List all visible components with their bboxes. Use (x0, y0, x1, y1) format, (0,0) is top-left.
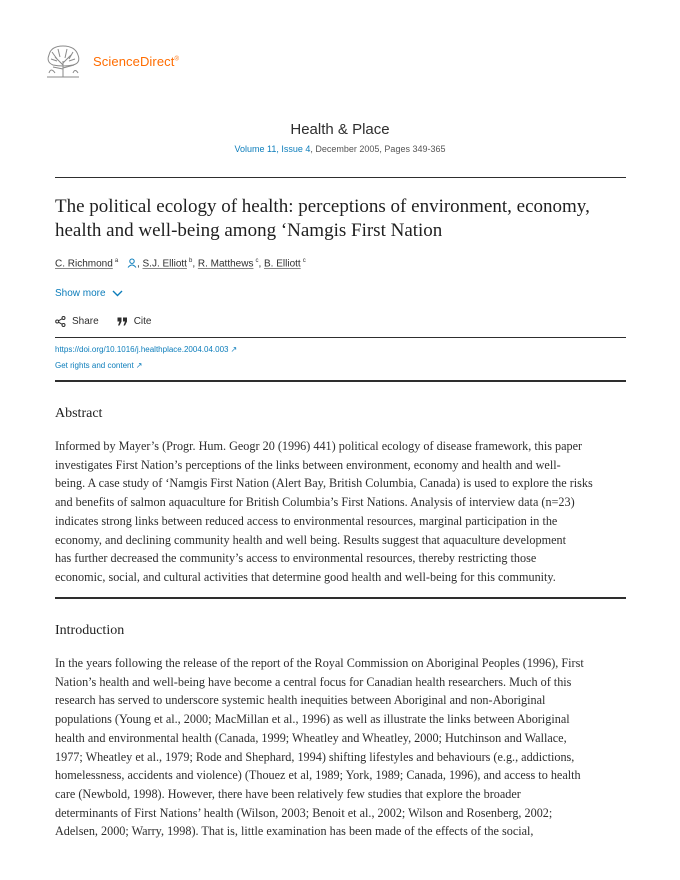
volume-issue-link[interactable]: Volume 11, Issue 4 (234, 144, 311, 154)
doi-text: https://doi.org/10.1016/j.healthplace.2004.04.003 (55, 345, 229, 354)
cite-button[interactable] (117, 316, 152, 327)
paragraph-line: has further decreased the community’s access to environmental resources, thereby restricting those (55, 551, 537, 566)
cite-label: Cite (133, 316, 152, 327)
rights-link[interactable] (55, 361, 142, 370)
affiliation-marker: a (114, 258, 119, 264)
paragraph-line: research has served to underscore systemic health inequities between Aboriginal and non-Aboriginal (55, 693, 546, 708)
abstract-text (55, 437, 626, 587)
separator: , (136, 258, 140, 270)
chevron-down-icon (112, 290, 123, 297)
paragraph-line: investigates First Nation’s perceptions of the links between environment, economy and health and well- (55, 457, 561, 472)
author-link[interactable]: B. Elliott (264, 258, 301, 270)
doi-link[interactable] (55, 345, 237, 354)
article-actions (55, 316, 169, 327)
rights-text: Get rights and content (55, 361, 134, 370)
logo-text: ScienceDirect® (93, 53, 180, 69)
external-link-icon: ↗ (135, 361, 143, 370)
paragraph-line: In the years following the release of the report of the Royal Commission on Aboriginal Peoples (1996), First (55, 656, 584, 670)
paragraph-line: economy, and declining community health and well being. Results suggest that aquaculture development (55, 532, 566, 547)
author-link[interactable]: R. Matthews (197, 258, 254, 270)
share-label: Share (72, 316, 99, 327)
article-title (55, 195, 630, 243)
paragraph-line: Adelsen, 2000; Warry, 1998). That is, little examination has been made of the effects of the social, (55, 824, 534, 839)
person-icon[interactable] (127, 258, 137, 271)
sciencedirect-logo[interactable] (43, 43, 179, 79)
separator: , (192, 258, 196, 270)
paragraph-line: indicates strong links between reduced access to environmental resources, marginal participation in the (55, 513, 558, 528)
title-line: The political ecology of health: perceptions of environment, economy, (55, 196, 590, 217)
volume-info (0, 144, 680, 154)
external-link-icon: ↗ (230, 345, 238, 354)
author-list (55, 258, 306, 271)
show-more-button[interactable] (55, 288, 123, 299)
divider (55, 597, 626, 599)
paragraph-line: being. A case study of ‘Namgis First Nation (Alert Bay, British Columbia, Canada) is used to explore the risks (55, 476, 593, 491)
divider (55, 380, 626, 382)
paragraph-line: determinants of First Nations’ health (Wilson, 2003; Benoit et al., 2002; Wilson and Rosenberg, 2002; (55, 805, 553, 820)
paragraph-line: Nation’s health and well-being have become a central focus for Canadian health researchers. Much of this (55, 674, 572, 689)
share-button[interactable] (55, 316, 99, 327)
author-link[interactable]: C. Richmond (55, 258, 113, 270)
elsevier-tree-icon (43, 43, 83, 79)
show-more-label: Show more (55, 288, 106, 299)
affiliation-marker: c (255, 258, 259, 264)
quote-icon (117, 317, 128, 326)
divider (55, 177, 626, 178)
title-line: health and well-being among ‘Namgis First Nation (55, 220, 443, 241)
introduction-heading: Introduction (55, 623, 125, 638)
date-pages: , December 2005, Pages 349-365 (310, 144, 446, 154)
separator: , (258, 258, 262, 270)
paragraph-line: Informed by Mayer’s (Progr. Hum. Geogr 20 (1996) 441) political ecology of disease framework, this paper (55, 439, 583, 453)
paragraph-line: populations (Young et al., 2000; MacMillan et al., 1996) as well as illustrate the links between Aboriginal (55, 712, 570, 727)
paragraph-line: economic, social, and cultural activities that determine good health and well-being for this community. (55, 569, 556, 584)
share-icon (55, 316, 66, 327)
paragraph-line: health and environmental health (Canada, 1999; Wheatley and Wheatley, 2000; Hutchinson and Wallace, (55, 730, 567, 745)
paragraph-line: and benefits of salmon aquaculture for British Columbia’s First Nations. Analysis of interview data (n=23) (55, 495, 575, 510)
journal-title[interactable]: Health & Place (290, 121, 390, 138)
introduction-text (55, 654, 626, 841)
affiliation-marker: b (188, 258, 193, 264)
paragraph-line: 1977; Wheatley et al., 1979; Rode and Shephard, 1994) shifting lifestyles and behaviours (e.g., addictions, (55, 749, 575, 764)
paragraph-line: homelessness, accidents and violence) (Thouez et al, 1989; York, 1989; Canada, 1996), and access to health (55, 768, 581, 783)
affiliation-marker: c (302, 258, 306, 264)
divider (55, 337, 626, 338)
abstract-heading: Abstract (55, 406, 103, 421)
author-link[interactable]: S.J. Elliott (142, 258, 187, 270)
paragraph-line: care (Newbold, 1998). However, there have been relatively few studies that explore the broader (55, 786, 521, 801)
